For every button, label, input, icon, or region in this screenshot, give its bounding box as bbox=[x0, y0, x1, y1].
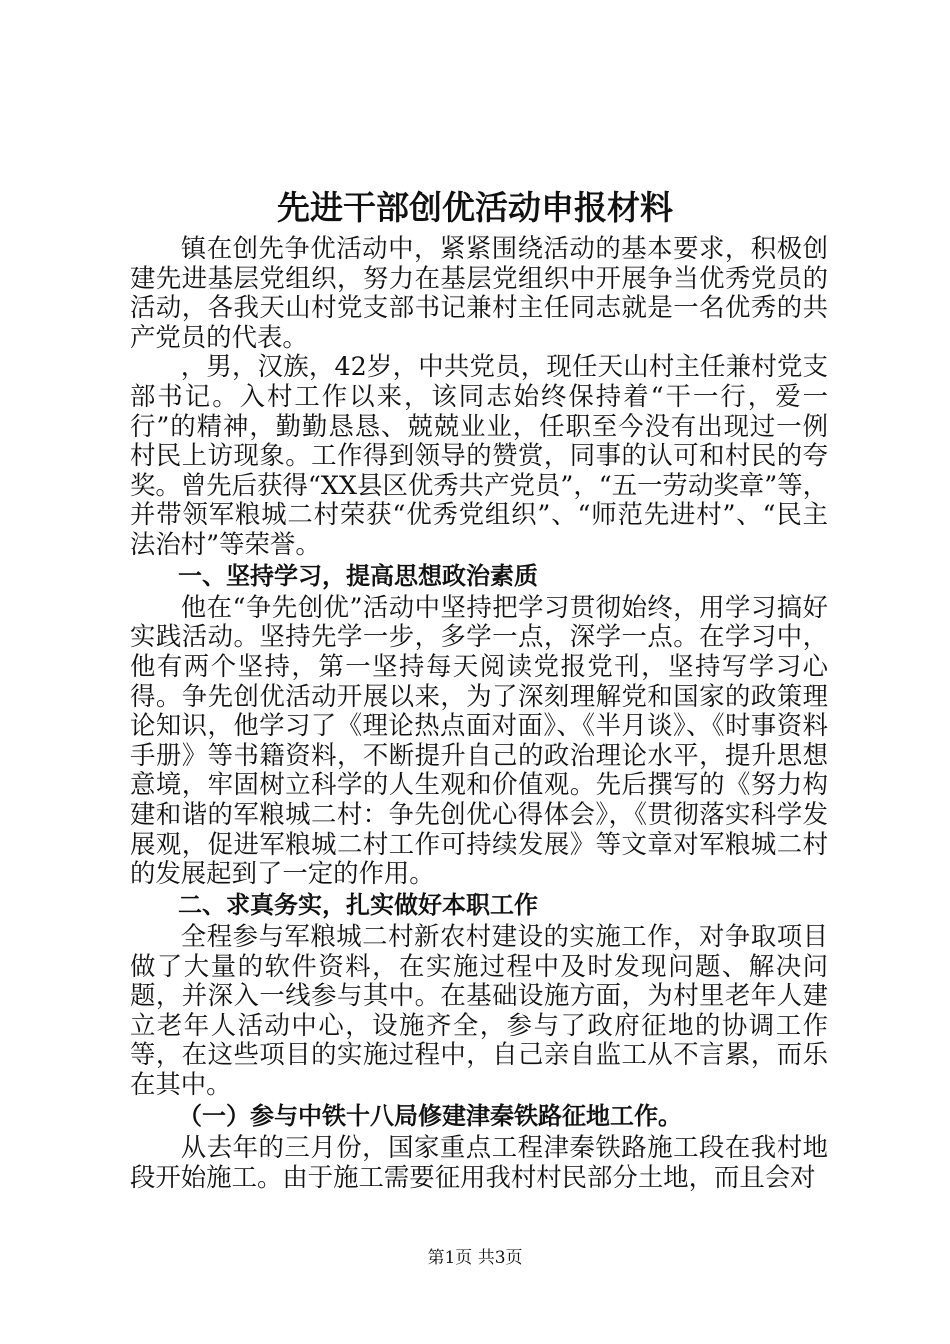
paragraph-railway: 从去年的三月份，国家重点工程津秦铁路施工段在我村地段开始施工。由于施工需要征用我村村民部分土地，而且会对 bbox=[130, 1131, 828, 1192]
document-body bbox=[130, 234, 828, 1192]
page-footer: 第1页 共3页 bbox=[427, 1248, 523, 1268]
paragraph-study: 他在“争先创优”活动中坚持把学习贯彻始终，用学习搞好实践活动。坚持先学一步，多学一点，深学一点。在学习中，他有两个坚持，第一坚持每天阅读党报党刊，坚持写学习心得。争先创优活动开展以来，为了深刻理解党和国家的政策理论知识，他学习了《理论热点面对面》、《半月谈》、《时事资料手册》等书籍资料，不断提升自己的政治理论水平，提升思想意境，牢固树立科学的人生观和价值观。先后撰写的《努力构建和谐的军粮城二村：争先创优心得体会》，《贯彻落实科学发展观，促进军粮城二村工作可持续发展》等文章对军粮城二村的发展起到了一定的作用。 bbox=[130, 591, 828, 889]
subsection-heading-1: （一）参与中铁十八局修建津秦铁路征地工作。 bbox=[178, 1101, 682, 1130]
section-heading-2: 二、求真务实，扎实做好本职工作 bbox=[178, 890, 538, 919]
paragraph-work: 全程参与军粮城二村新农村建设的实施工作，对争取项目做了大量的软件资料，在实施过程中及时发现问题、解决问题，并深入一线参与其中。在基础设施方面，为村里老年人建立老年人活动中心，设施齐全，参与了政府征地的协调工作等，在这些项目的实施过程中，自己亲自监工从不言累，而乐在其中。 bbox=[130, 921, 828, 1100]
paragraph-intro: 镇在创先争优活动中，紧紧围绕活动的基本要求，积极创建先进基层党组织，努力在基层党组织中开展争当优秀党员的活动，各我天山村党支部书记兼村主任同志就是一名优秀的共产党员的代表。 bbox=[130, 233, 828, 352]
section-heading-1: 一、坚持学习，提高思想政治素质 bbox=[178, 561, 538, 590]
paragraph-profile: ，男，汉族，42岁，中共党员，现任天山村主任兼村党支部书记。入村工作以来，该同志始终保持着“干一行，爱一行”的精神，勤勤恳恳、兢兢业业，任职至今没有出现过一例村民上访现象。工作得到领导的赞赏，同事的认可和村民的夸奖。曾先后获得“XX县区优秀共产党员”，“五一劳动奖章”等，并带领军粮城二村荣获“优秀党组织”、“师范先进村”、“民主法治村”等荣誉。 bbox=[130, 351, 828, 559]
document-title: 先进干部创优活动申报材料 bbox=[277, 188, 673, 227]
